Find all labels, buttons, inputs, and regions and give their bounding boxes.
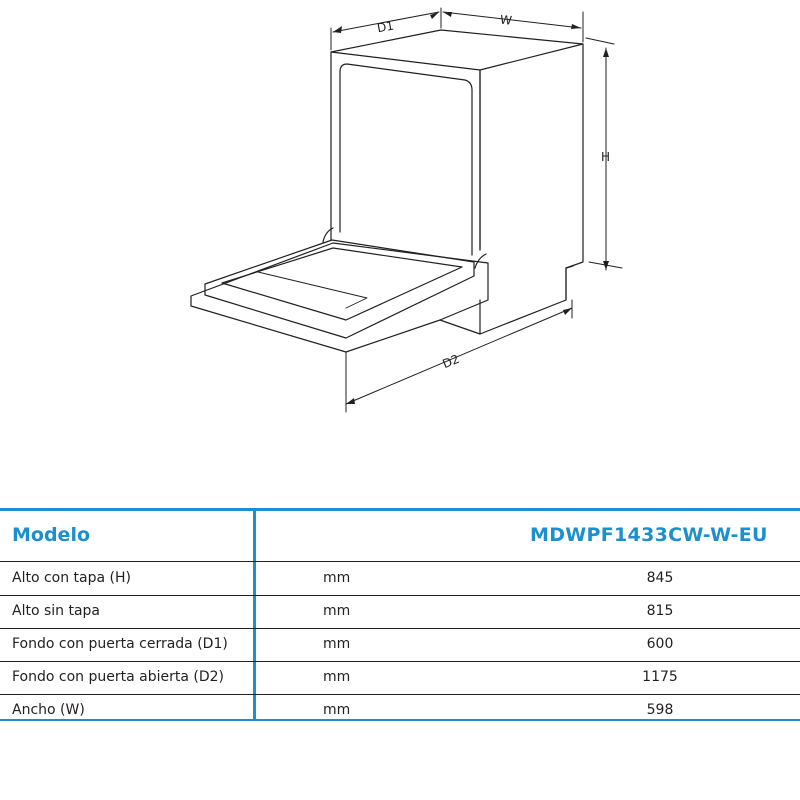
side-panel xyxy=(480,44,583,268)
row-value: 1175 xyxy=(642,669,678,685)
table-row xyxy=(0,694,800,727)
table-row xyxy=(0,661,800,695)
w-label: W xyxy=(499,12,513,28)
row-value: 598 xyxy=(646,702,674,718)
table-row xyxy=(0,595,800,629)
h-label: H xyxy=(601,150,611,164)
d2-arrow-right xyxy=(563,308,572,315)
row-label: Fondo con puerta cerrada (D1) xyxy=(12,636,228,652)
d1-arrow-left xyxy=(333,26,342,33)
tub-opening xyxy=(340,64,472,255)
base-plinth xyxy=(440,268,566,334)
header-model-code: MDWPF1433CW-W-EU xyxy=(530,524,768,546)
w-arrow-left xyxy=(443,12,452,17)
table-row xyxy=(0,628,800,662)
h-arrow-top xyxy=(603,48,609,57)
row-label: Fondo con puerta abierta (D2) xyxy=(12,669,224,685)
d1-label: D1 xyxy=(375,18,395,36)
header-model-label: Modelo xyxy=(12,524,91,546)
open-door-tray xyxy=(222,248,462,320)
d2-dimension-line xyxy=(346,300,572,412)
row-label: Alto sin tapa xyxy=(12,603,101,619)
row-label: Alto con tapa (H) xyxy=(12,570,131,586)
top-face xyxy=(331,30,583,70)
open-door-inner xyxy=(205,240,474,338)
row-unit: mm xyxy=(323,603,351,619)
row-value: 600 xyxy=(646,636,674,652)
d2-label: D2 xyxy=(440,351,462,372)
front-frame xyxy=(331,52,480,250)
table-bottom-rule xyxy=(0,719,800,721)
row-unit: mm xyxy=(323,636,351,652)
table-row xyxy=(0,562,800,596)
row-unit: mm xyxy=(323,702,351,718)
row-unit: mm xyxy=(323,669,351,685)
row-label: Ancho (W) xyxy=(12,702,85,718)
row-unit: mm xyxy=(323,570,351,586)
d2-arrow-left xyxy=(346,398,355,404)
row-value: 815 xyxy=(646,603,674,619)
table-header-row xyxy=(0,511,800,562)
row-value: 845 xyxy=(646,570,674,586)
